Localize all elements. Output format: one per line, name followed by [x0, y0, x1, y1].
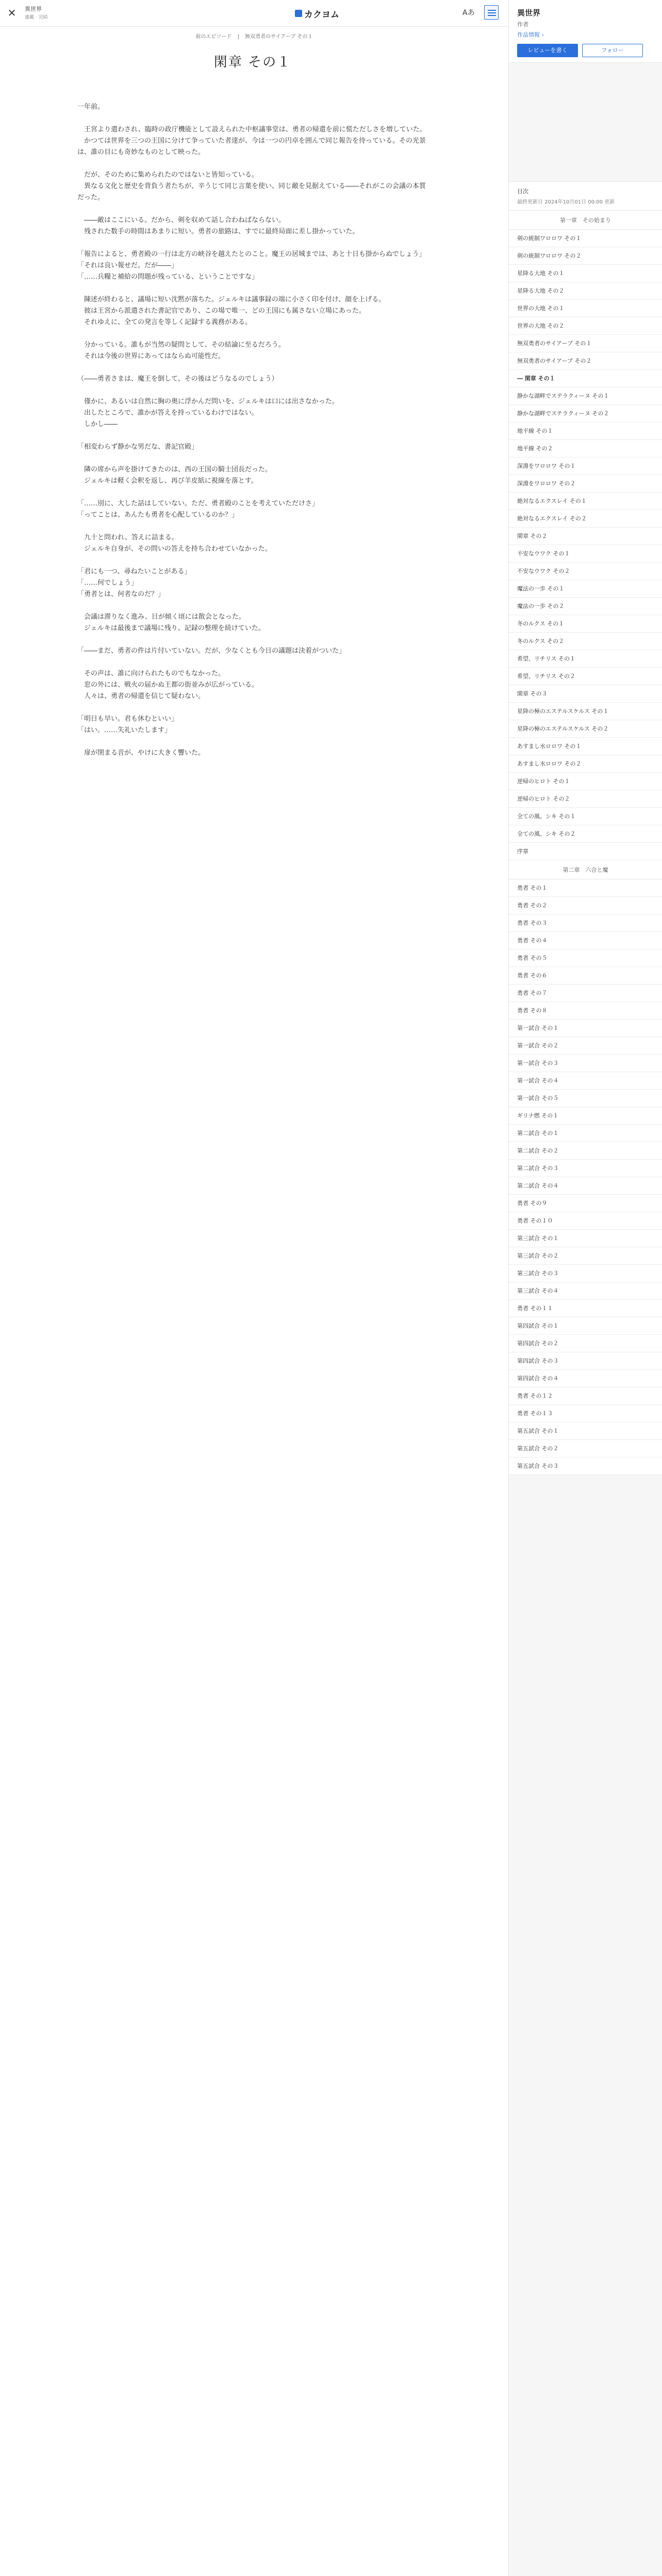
episode-paragraph: 「……別に、大した話はしていない。ただ、勇者殿のことを考えていただけさ」 「ってことは、あんたも勇者を心配しているのか？」	[77, 500, 319, 519]
episode-list-item[interactable]: 勇者 その２	[509, 897, 662, 914]
episode-list-item[interactable]: あすまし水ロロワ その１	[509, 738, 662, 755]
episode-list-item[interactable]: 絶対なるエクスレイ その２	[509, 510, 662, 528]
episode-list-item[interactable]: 無双勇者のサイアーブ その２	[509, 352, 662, 370]
episode-title: 閑章 その１	[213, 55, 292, 70]
episode-list-item[interactable]: 勇者 その９	[509, 1195, 662, 1212]
episode-paragraph: 王宮より遣わされ、臨時の政庁機能として設えられた中枢議事堂は、勇者の帰還を前に慌ただしさを増していた。 かつては世界を三つの王国に分けて争っていた者達が、今は一つの円卓を囲んで同じ報告を待っている。その光景は、誰の目にも奇妙なものとして映った。	[77, 126, 426, 156]
episode-list-item[interactable]: 無双勇者のサイアーブ その１	[509, 335, 662, 352]
episode-list-item[interactable]: 不安なウワク その１	[509, 545, 662, 563]
episode-list-item[interactable]: 第二試合 その３	[509, 1160, 662, 1177]
prev-episode-link[interactable]: 前のエピソード	[195, 34, 232, 40]
episode-list-item[interactable]: 希望、リチリス その１	[509, 650, 662, 668]
toc-label: 目次	[517, 188, 528, 195]
panel-header	[509, 0, 662, 63]
episode-paragraph: だが、そのために集められたのではないと皆知っている。 異なる文化と歴史を背負う者たちが、辛うじて同じ言葉を使い、同じ敵を見据えている――それがこの会議の本質だった。	[77, 171, 426, 201]
episode-paragraph: 分かっている。誰もが当然の疑問として、その結論に至るだろう。 それは今後の世界にあってはならぬ可能性だ。	[84, 341, 285, 360]
episode-list-item[interactable]: 第一試合 その３	[509, 1055, 662, 1072]
breadcrumb-separator: |	[237, 34, 239, 40]
episode-paragraphs	[77, 101, 428, 759]
episode-list-item[interactable]: 全ての風、シキ その２	[509, 825, 662, 843]
close-icon[interactable]: ✕	[7, 7, 16, 19]
episode-list-item[interactable]: 逆帰のヒロト その２	[509, 790, 662, 808]
episode-list-item[interactable]: 地平線 その１	[509, 422, 662, 440]
panel-author[interactable]: 作者	[517, 21, 528, 28]
episode-list-item[interactable]: 冬のルクス その２	[509, 633, 662, 650]
episode-list-item[interactable]: 星降る大地 その２	[509, 282, 662, 300]
site-logo[interactable]	[295, 8, 339, 19]
panel-actions	[517, 44, 654, 57]
episode-paragraph: 隣の席から声を掛けてきたのは、西の王国の騎士団長だった。 ジェルキは軽く会釈を返し、再び羊皮紙に視線を落とす。	[84, 466, 272, 485]
episode-list-item[interactable]: 深淵をワロロワ その２	[509, 475, 662, 493]
panel-spacer	[509, 63, 662, 181]
episode-body	[77, 52, 428, 770]
episode-list-item[interactable]: 魔法の一歩 その１	[509, 580, 662, 598]
episode-list-1	[509, 230, 662, 860]
episode-list-item[interactable]: 第二試合 その１	[509, 1125, 662, 1142]
episode-list-item[interactable]: 勇者 その１１	[509, 1300, 662, 1317]
episode-paragraph: 会議は滞りなく進み、日が傾く頃には散会となった。 ジェルキは最後まで議場に残り、記録の整理を続けていた。	[84, 613, 265, 632]
episode-list-item[interactable]: 第四試合 その４	[509, 1370, 662, 1387]
episode-list-item[interactable]: 逆帰のヒロト その１	[509, 773, 662, 790]
episode-list-item[interactable]: 第三試合 その２	[509, 1247, 662, 1265]
episode-list-item[interactable]: 剣の統制ワロロワ その２	[509, 247, 662, 265]
episode-list-item[interactable]: 第一試合 その２	[509, 1037, 662, 1055]
episode-list-item[interactable]: 勇者 その１３	[509, 1405, 662, 1422]
episode-paragraph: 「報告によると、勇者殿の一行は北方の峡谷を越えたとのこと。魔王の居城までは、あと十日も掛からぬでしょう」 「それは良い報せだ。だが――」 「……兵糧と補給の問題が残っている、ということですな」	[77, 250, 426, 281]
episode-list-item[interactable]: 第三試合 その３	[509, 1265, 662, 1282]
last-updated: 最終更新日 2024年10月01日 00:00 更新	[517, 199, 615, 205]
write-review-button[interactable]: レビューを書く	[517, 44, 578, 57]
menu-button[interactable]	[484, 5, 499, 20]
episode-list-item[interactable]: 希望、リチリス その２	[509, 668, 662, 685]
font-settings-button[interactable]: Aあ	[462, 9, 475, 17]
episode-list-item[interactable]: 全ての風、シキ その１	[509, 808, 662, 825]
episode-list-item[interactable]: 第二試合 その２	[509, 1142, 662, 1160]
episode-paragraph: 「君にも一つ、尋ねたいことがある」 「……何でしょう」 「勇者とは、何者なのだ？」	[77, 568, 191, 598]
menu-icon-line	[488, 15, 496, 16]
episode-list-item[interactable]: 静かな湖畔でステラクィーヌ その２	[509, 405, 662, 422]
episode-list-item[interactable]: 第四試合 その１	[509, 1317, 662, 1335]
episode-list-item[interactable]: 冬のルクス その１	[509, 615, 662, 633]
panel-work-title[interactable]: 異世界	[517, 8, 541, 18]
episode-list-item[interactable]: 世界の大地 その１	[509, 300, 662, 317]
toc-meta	[509, 181, 662, 211]
episode-list-item[interactable]: 序章	[509, 843, 662, 860]
episode-list-item[interactable]: あすまし水ロロワ その２	[509, 755, 662, 773]
episode-paragraph: その声は、誰に向けられたものでもなかった。 窓の外には、戦火の届かぬ王都の街並みが広がっている。 人々は、勇者の帰還を信じて疑わない。	[84, 670, 259, 700]
episode-list-item[interactable]: 魔法の一歩 その２	[509, 598, 662, 615]
episode-list-item[interactable]: 深淵をワロロワ その１	[509, 457, 662, 475]
episode-list-item[interactable]: 第五試合 その１	[509, 1422, 662, 1440]
episode-paragraph: 「相変わらず静かな男だな、書記官殿」	[77, 443, 198, 451]
episode-list-item[interactable]: 第一試合 その５	[509, 1090, 662, 1107]
episode-paragraph: ――敵はここにいる。だから、剣を収めて話し合わねばならない。 残された数手の時間はあまりに短い。勇者の旅路は、すでに最終局面に差し掛かっていた。	[84, 216, 359, 235]
episode-list-item[interactable]: 第四試合 その３	[509, 1352, 662, 1370]
episode-paragraph: （――勇者さまは、魔王を倒して、その後はどうなるのでしょう）	[77, 375, 278, 383]
episode-list-item[interactable]: ― 閑章 その１	[509, 370, 662, 387]
episode-list-item[interactable]: 第三試合 その１	[509, 1230, 662, 1247]
episode-list-item[interactable]: 星降の極のエステルスケルス その１	[509, 703, 662, 720]
episode-list-item[interactable]: 第五試合 その２	[509, 1440, 662, 1458]
episode-list-item[interactable]: 勇者 その１	[509, 879, 662, 897]
episode-list-item[interactable]: 勇者 その６	[509, 967, 662, 985]
episode-list-item[interactable]: 第一試合 その１	[509, 1020, 662, 1037]
breadcrumb	[0, 32, 508, 40]
header-work-title[interactable]: 異世界	[25, 6, 42, 12]
menu-icon-line	[488, 12, 496, 13]
episode-list-item[interactable]: 勇者 その５	[509, 950, 662, 967]
episode-list-item[interactable]: 勇者 その３	[509, 914, 662, 932]
current-episode-link[interactable]: 無双勇者のサイアーブ その１	[245, 34, 313, 40]
episode-list-item[interactable]: 絶対なるエクスレイ その１	[509, 493, 662, 510]
work-info-link[interactable]: 作品情報 ›	[517, 31, 544, 38]
episode-list-item[interactable]: 剣の統制ワロロワ その１	[509, 230, 662, 247]
menu-icon-line	[488, 10, 496, 11]
episode-list-item[interactable]: 勇者 その８	[509, 1002, 662, 1020]
episode-list-item[interactable]: 不安なウワク その２	[509, 563, 662, 580]
episode-paragraph: 一年前。	[77, 103, 105, 111]
follow-button[interactable]: フォロー	[582, 44, 643, 57]
episode-list-item[interactable]: 第二試合 その４	[509, 1177, 662, 1195]
episode-list-item[interactable]: 勇者 その１０	[509, 1212, 662, 1230]
side-panel	[508, 0, 662, 2576]
episode-list-item[interactable]: 勇者 その７	[509, 985, 662, 1002]
episode-paragraph: 「明日も早い。君も休むといい」 「はい。……失礼いたします」	[77, 715, 178, 734]
episode-list-item[interactable]: ギリナ燃 その１	[509, 1107, 662, 1125]
episode-list-item[interactable]: 静かな湖畔でステラクィーヌ その１	[509, 387, 662, 405]
episode-list-item[interactable]: 閑章 その２	[509, 528, 662, 545]
episode-paragraph: 「――まだ、勇者の件は片付いていない。だが、少なくとも今日の議題は決着がついた」	[77, 647, 346, 655]
episode-list-item[interactable]: 星降の極のエステルスケルス その２	[509, 720, 662, 738]
episode-list-item[interactable]: 第五試合 その３	[509, 1458, 662, 1475]
episode-paragraph: 扉が閉まる音が、やけに大きく響いた。	[77, 749, 205, 757]
episode-list-item[interactable]: 第四試合 その２	[509, 1335, 662, 1352]
episode-list-item[interactable]: 閑章 その３	[509, 685, 662, 703]
chapter-heading-1[interactable]: 第一章 その始まり	[509, 211, 662, 230]
episode-list-item[interactable]: 第一試合 その４	[509, 1072, 662, 1090]
episode-list-2	[509, 879, 662, 1475]
episode-list-item[interactable]: 第三試合 その４	[509, 1282, 662, 1300]
chapter-heading-2[interactable]: 第二章 六合と魔	[509, 860, 662, 879]
episode-list-item[interactable]: 星降る大地 その１	[509, 265, 662, 282]
logo-icon	[295, 10, 302, 17]
episode-list-item[interactable]: 世界の大地 その２	[509, 317, 662, 335]
episode-list-item[interactable]: 地平線 その２	[509, 440, 662, 457]
episode-list-item[interactable]: 勇者 その１２	[509, 1387, 662, 1405]
episode-list-item[interactable]: 勇者 その４	[509, 932, 662, 950]
logo-text: カクヨム	[304, 9, 339, 20]
episode-paragraph: 僅かに、あるいは自然に胸の奥に浮かんだ問いを、ジェルキは口には出さなかった。 出したところで、誰かが答えを持っているわけではない。 しかし――	[84, 398, 339, 428]
episode-paragraph: 陳述が終わると、議場に短い沈黙が落ちた。ジェルキは議事録の端に小さく印を付け、顔を上げる。 彼は王宮から派遣された書記官であり、この場で唯一、どの王国にも属さない立場にあった。 それゆえに、全ての発言を等しく記録する義務がある。	[84, 296, 386, 326]
header-work-subtitle: 連載 · 完結	[25, 15, 48, 20]
episode-paragraph: 九十と問われ、答えに詰まる。 ジェルキ自身が、その問いの答えを持ち合わせていなかった。	[84, 534, 272, 553]
